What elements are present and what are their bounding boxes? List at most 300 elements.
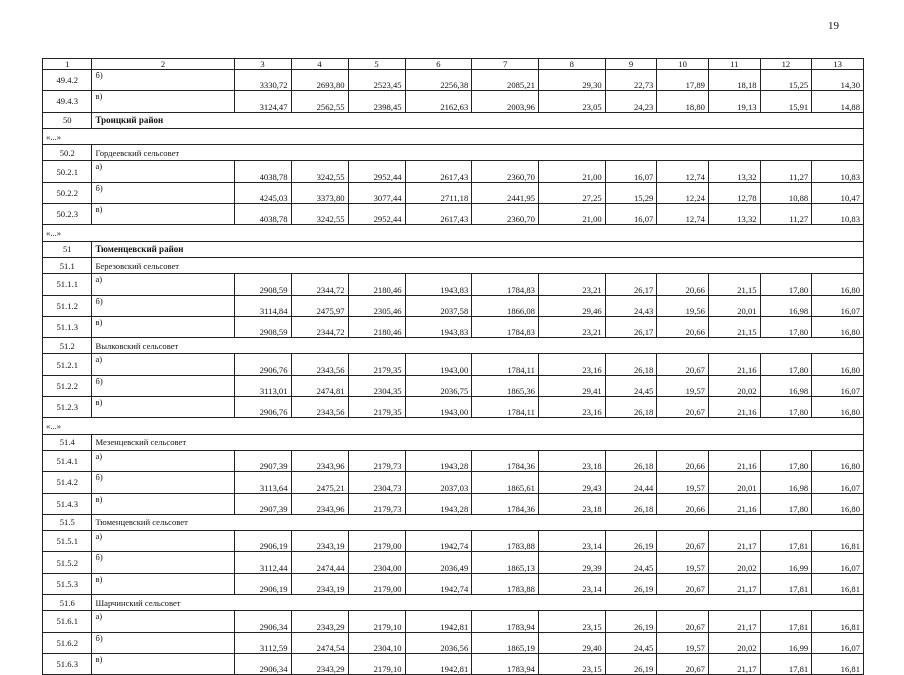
row-number-cell: 51.6 xyxy=(43,595,92,611)
value-cell: 1865,36 xyxy=(472,375,539,396)
value-cell: 2343,56 xyxy=(291,354,348,375)
value-cell: 20,67 xyxy=(657,354,709,375)
value-cell: 16,98 xyxy=(760,295,812,316)
variant-cell: а) xyxy=(92,531,234,552)
value-cell: 3077,44 xyxy=(348,182,405,203)
value-cell: 26,18 xyxy=(605,450,657,471)
value-cell: 1942,81 xyxy=(405,611,472,632)
value-cell: 12,74 xyxy=(657,161,709,182)
value-cell: 2037,58 xyxy=(405,295,472,316)
value-cell: 2179,00 xyxy=(348,573,405,594)
row-number-cell: 50.2.2 xyxy=(43,182,92,203)
council-row xyxy=(43,338,864,354)
value-cell: 24,45 xyxy=(605,375,657,396)
value-cell: 26,19 xyxy=(605,611,657,632)
value-cell: 23,05 xyxy=(538,91,605,112)
page-number: 19 xyxy=(828,20,839,32)
value-cell: 14,30 xyxy=(812,70,864,91)
value-cell: 3114,84 xyxy=(234,295,291,316)
value-cell: 23,16 xyxy=(538,354,605,375)
value-cell: 2906,19 xyxy=(234,573,291,594)
column-header: 7 xyxy=(472,59,539,70)
value-cell: 26,18 xyxy=(605,354,657,375)
row-number-cell: 51.6.1 xyxy=(43,611,92,632)
value-cell: 21,15 xyxy=(708,274,760,295)
value-cell: 2304,10 xyxy=(348,632,405,653)
value-cell: 1784,11 xyxy=(472,354,539,375)
value-cell: 1784,36 xyxy=(472,493,539,514)
value-cell: 11,27 xyxy=(760,161,812,182)
value-cell: 15,25 xyxy=(760,70,812,91)
value-cell: 16,81 xyxy=(812,653,864,674)
column-header: 11 xyxy=(708,59,760,70)
value-cell: 29,43 xyxy=(538,472,605,493)
value-cell: 17,80 xyxy=(760,397,812,418)
column-header: 2 xyxy=(92,59,234,70)
value-cell: 2693,80 xyxy=(291,70,348,91)
value-cell: 20,66 xyxy=(657,316,709,337)
value-cell: 1866,08 xyxy=(472,295,539,316)
value-cell: 2398,45 xyxy=(348,91,405,112)
value-cell: 1943,28 xyxy=(405,450,472,471)
value-cell: 20,02 xyxy=(708,375,760,396)
value-cell: 4245,03 xyxy=(234,182,291,203)
variant-cell: а) xyxy=(92,354,234,375)
value-cell: 3113,01 xyxy=(234,375,291,396)
value-cell: 1943,00 xyxy=(405,397,472,418)
value-cell: 1784,83 xyxy=(472,316,539,337)
value-cell: 26,17 xyxy=(605,274,657,295)
value-cell: 3112,59 xyxy=(234,632,291,653)
row-number-cell: 49.4.2 xyxy=(43,70,92,91)
value-cell: 3112,44 xyxy=(234,552,291,573)
row-number-cell: 51.2.1 xyxy=(43,354,92,375)
value-cell: 24,45 xyxy=(605,632,657,653)
row-number-cell: 51.4.1 xyxy=(43,450,92,471)
value-cell: 2036,56 xyxy=(405,632,472,653)
value-cell: 1783,88 xyxy=(472,573,539,594)
value-cell: 2179,35 xyxy=(348,354,405,375)
value-cell: 2906,76 xyxy=(234,354,291,375)
value-cell: 2474,54 xyxy=(291,632,348,653)
value-cell: 23,15 xyxy=(538,611,605,632)
district-name: Тюменцевский район xyxy=(92,241,864,257)
table-row xyxy=(43,316,864,337)
row-number-cell: 51.6.3 xyxy=(43,653,92,674)
value-cell: 29,39 xyxy=(538,552,605,573)
value-cell: 29,30 xyxy=(538,70,605,91)
value-cell: 29,40 xyxy=(538,632,605,653)
value-cell: 23,16 xyxy=(538,397,605,418)
value-cell: 16,07 xyxy=(605,161,657,182)
value-cell: 20,66 xyxy=(657,493,709,514)
variant-cell: б) xyxy=(92,182,234,203)
value-cell: 19,57 xyxy=(657,632,709,653)
row-number-cell: 50.2 xyxy=(43,145,92,161)
value-cell: 1943,83 xyxy=(405,274,472,295)
value-cell: 26,18 xyxy=(605,397,657,418)
value-cell: 20,67 xyxy=(657,611,709,632)
table-row xyxy=(43,531,864,552)
table-row xyxy=(43,493,864,514)
council-name: Тюменцевский сельсовет xyxy=(92,514,864,530)
value-cell: 2906,19 xyxy=(234,531,291,552)
value-cell: 12,24 xyxy=(657,182,709,203)
value-cell: 2304,73 xyxy=(348,472,405,493)
value-cell: 1784,83 xyxy=(472,274,539,295)
value-cell: 26,19 xyxy=(605,573,657,594)
variant-cell: б) xyxy=(92,552,234,573)
value-cell: 17,89 xyxy=(657,70,709,91)
value-cell: 2344,72 xyxy=(291,274,348,295)
table-row xyxy=(43,450,864,471)
value-cell: 2360,70 xyxy=(472,161,539,182)
value-cell: 1943,28 xyxy=(405,493,472,514)
value-cell: 2036,49 xyxy=(405,552,472,573)
column-header: 12 xyxy=(760,59,812,70)
value-cell: 3373,80 xyxy=(291,182,348,203)
value-cell: 2474,44 xyxy=(291,552,348,573)
value-cell: 26,18 xyxy=(605,493,657,514)
value-cell: 2256,38 xyxy=(405,70,472,91)
table-row xyxy=(43,295,864,316)
value-cell: 20,01 xyxy=(708,295,760,316)
value-cell: 16,80 xyxy=(812,450,864,471)
value-cell: 1943,83 xyxy=(405,316,472,337)
value-cell: 10,88 xyxy=(760,182,812,203)
district-name: Троицкий район xyxy=(92,112,864,128)
column-header: 8 xyxy=(538,59,605,70)
value-cell: 26,17 xyxy=(605,316,657,337)
value-cell: 23,21 xyxy=(538,316,605,337)
value-cell: 16,80 xyxy=(812,274,864,295)
column-header: 4 xyxy=(291,59,348,70)
value-cell: 1865,13 xyxy=(472,552,539,573)
row-number-cell: 50 xyxy=(43,112,92,128)
value-cell: 18,80 xyxy=(657,91,709,112)
column-header: 13 xyxy=(812,59,864,70)
council-row xyxy=(43,257,864,273)
variant-cell: а) xyxy=(92,611,234,632)
value-cell: 20,66 xyxy=(657,274,709,295)
value-cell: 16,81 xyxy=(812,531,864,552)
value-cell: 24,43 xyxy=(605,295,657,316)
value-cell: 2907,39 xyxy=(234,493,291,514)
variant-cell: а) xyxy=(92,274,234,295)
value-cell: 10,83 xyxy=(812,204,864,225)
value-cell: 2344,72 xyxy=(291,316,348,337)
value-cell: 2908,59 xyxy=(234,316,291,337)
value-cell: 21,17 xyxy=(708,611,760,632)
column-number-row xyxy=(43,59,864,70)
value-cell: 21,16 xyxy=(708,493,760,514)
value-cell: 16,07 xyxy=(812,552,864,573)
value-cell: 2343,19 xyxy=(291,531,348,552)
value-cell: 23,14 xyxy=(538,531,605,552)
variant-cell: б) xyxy=(92,375,234,396)
row-number-cell: 51.6.2 xyxy=(43,632,92,653)
value-cell: 22,73 xyxy=(605,70,657,91)
table-row xyxy=(43,70,864,91)
value-cell: 18,18 xyxy=(708,70,760,91)
value-cell: 2952,44 xyxy=(348,204,405,225)
value-cell: 19,57 xyxy=(657,552,709,573)
tariff-table xyxy=(42,58,864,675)
value-cell: 2906,76 xyxy=(234,397,291,418)
omission-row xyxy=(43,225,864,241)
value-cell: 20,02 xyxy=(708,552,760,573)
value-cell: 2952,44 xyxy=(348,161,405,182)
value-cell: 1942,74 xyxy=(405,531,472,552)
value-cell: 2179,73 xyxy=(348,493,405,514)
value-cell: 13,32 xyxy=(708,204,760,225)
value-cell: 3124,47 xyxy=(234,91,291,112)
value-cell: 16,98 xyxy=(760,472,812,493)
value-cell: 17,81 xyxy=(760,653,812,674)
value-cell: 19,57 xyxy=(657,375,709,396)
omission-mark: «...» xyxy=(43,225,864,241)
value-cell: 17,80 xyxy=(760,316,812,337)
value-cell: 1943,00 xyxy=(405,354,472,375)
value-cell: 16,07 xyxy=(812,472,864,493)
value-cell: 13,32 xyxy=(708,161,760,182)
table-row xyxy=(43,182,864,203)
table-row xyxy=(43,91,864,112)
variant-cell: а) xyxy=(92,161,234,182)
row-number-cell: 49.4.3 xyxy=(43,91,92,112)
value-cell: 20,67 xyxy=(657,531,709,552)
table-row xyxy=(43,472,864,493)
table-row xyxy=(43,632,864,653)
value-cell: 19,13 xyxy=(708,91,760,112)
variant-cell: а) xyxy=(92,450,234,471)
value-cell: 2617,43 xyxy=(405,161,472,182)
variant-cell: в) xyxy=(92,397,234,418)
table-row xyxy=(43,611,864,632)
value-cell: 1865,19 xyxy=(472,632,539,653)
value-cell: 21,16 xyxy=(708,450,760,471)
value-cell: 23,21 xyxy=(538,274,605,295)
value-cell: 2617,43 xyxy=(405,204,472,225)
table-row xyxy=(43,653,864,674)
value-cell: 2474,81 xyxy=(291,375,348,396)
value-cell: 10,47 xyxy=(812,182,864,203)
value-cell: 2360,70 xyxy=(472,204,539,225)
row-number-cell: 51.2.2 xyxy=(43,375,92,396)
value-cell: 4038,78 xyxy=(234,204,291,225)
value-cell: 2475,97 xyxy=(291,295,348,316)
value-cell: 2562,55 xyxy=(291,91,348,112)
value-cell: 3242,55 xyxy=(291,204,348,225)
omission-row xyxy=(43,418,864,434)
value-cell: 3242,55 xyxy=(291,161,348,182)
value-cell: 17,81 xyxy=(760,531,812,552)
table-row xyxy=(43,161,864,182)
row-number-cell: 51.2.3 xyxy=(43,397,92,418)
variant-cell: б) xyxy=(92,295,234,316)
value-cell: 16,07 xyxy=(605,204,657,225)
table-row xyxy=(43,552,864,573)
variant-cell: в) xyxy=(92,204,234,225)
value-cell: 1865,61 xyxy=(472,472,539,493)
row-number-cell: 51.2 xyxy=(43,338,92,354)
value-cell: 24,44 xyxy=(605,472,657,493)
value-cell: 2906,34 xyxy=(234,611,291,632)
value-cell: 24,23 xyxy=(605,91,657,112)
column-header: 9 xyxy=(605,59,657,70)
value-cell: 23,15 xyxy=(538,653,605,674)
value-cell: 26,19 xyxy=(605,653,657,674)
value-cell: 2179,35 xyxy=(348,397,405,418)
column-header: 6 xyxy=(405,59,472,70)
council-name: Березовский сельсовет xyxy=(92,257,864,273)
value-cell: 16,07 xyxy=(812,632,864,653)
value-cell: 23,14 xyxy=(538,573,605,594)
value-cell: 23,18 xyxy=(538,493,605,514)
district-row xyxy=(43,112,864,128)
table-row xyxy=(43,375,864,396)
value-cell: 16,07 xyxy=(812,375,864,396)
variant-cell: в) xyxy=(92,493,234,514)
value-cell: 16,99 xyxy=(760,552,812,573)
value-cell: 2179,10 xyxy=(348,611,405,632)
value-cell: 3330,72 xyxy=(234,70,291,91)
value-cell: 17,81 xyxy=(760,611,812,632)
value-cell: 15,91 xyxy=(760,91,812,112)
value-cell: 17,80 xyxy=(760,354,812,375)
council-name: Шарчинский сельсовет xyxy=(92,595,864,611)
value-cell: 21,17 xyxy=(708,653,760,674)
value-cell: 29,46 xyxy=(538,295,605,316)
table-row xyxy=(43,573,864,594)
value-cell: 3113,64 xyxy=(234,472,291,493)
value-cell: 20,02 xyxy=(708,632,760,653)
value-cell: 16,80 xyxy=(812,397,864,418)
value-cell: 2036,75 xyxy=(405,375,472,396)
value-cell: 21,00 xyxy=(538,204,605,225)
council-name: Вылковский сельсовет xyxy=(92,338,864,354)
value-cell: 16,98 xyxy=(760,375,812,396)
value-cell: 11,27 xyxy=(760,204,812,225)
column-header: 1 xyxy=(43,59,92,70)
value-cell: 16,81 xyxy=(812,611,864,632)
column-header: 10 xyxy=(657,59,709,70)
value-cell: 17,80 xyxy=(760,493,812,514)
column-header: 3 xyxy=(234,59,291,70)
value-cell: 2343,29 xyxy=(291,611,348,632)
row-number-cell: 51.1.3 xyxy=(43,316,92,337)
council-row xyxy=(43,145,864,161)
value-cell: 2179,73 xyxy=(348,450,405,471)
row-number-cell: 50.2.3 xyxy=(43,204,92,225)
row-number-cell: 51.5.2 xyxy=(43,552,92,573)
row-number-cell: 51.4.2 xyxy=(43,472,92,493)
value-cell: 1942,74 xyxy=(405,573,472,594)
row-number-cell: 51.1.2 xyxy=(43,295,92,316)
value-cell: 2305,46 xyxy=(348,295,405,316)
value-cell: 20,67 xyxy=(657,397,709,418)
value-cell: 21,16 xyxy=(708,354,760,375)
value-cell: 1942,81 xyxy=(405,653,472,674)
table-body xyxy=(43,70,864,675)
council-name: Мезенцевский сельсовет xyxy=(92,434,864,450)
value-cell: 2343,56 xyxy=(291,397,348,418)
value-cell: 17,81 xyxy=(760,573,812,594)
value-cell: 16,99 xyxy=(760,632,812,653)
value-cell: 10,83 xyxy=(812,161,864,182)
omission-mark: «...» xyxy=(43,418,864,434)
value-cell: 2162,63 xyxy=(405,91,472,112)
omission-mark: «...» xyxy=(43,128,864,144)
value-cell: 2343,96 xyxy=(291,450,348,471)
district-row xyxy=(43,241,864,257)
council-row xyxy=(43,434,864,450)
value-cell: 24,45 xyxy=(605,552,657,573)
value-cell: 1783,94 xyxy=(472,611,539,632)
row-number-cell: 51.4.3 xyxy=(43,493,92,514)
value-cell: 16,07 xyxy=(812,295,864,316)
value-cell: 12,74 xyxy=(657,204,709,225)
value-cell: 19,56 xyxy=(657,295,709,316)
row-number-cell: 51 xyxy=(43,241,92,257)
value-cell: 20,67 xyxy=(657,573,709,594)
value-cell: 17,80 xyxy=(760,450,812,471)
value-cell: 16,80 xyxy=(812,493,864,514)
table-row xyxy=(43,397,864,418)
variant-cell: в) xyxy=(92,653,234,674)
value-cell: 2179,10 xyxy=(348,653,405,674)
row-number-cell: 51.5.1 xyxy=(43,531,92,552)
value-cell: 20,67 xyxy=(657,653,709,674)
value-cell: 16,81 xyxy=(812,573,864,594)
value-cell: 2304,00 xyxy=(348,552,405,573)
variant-cell: б) xyxy=(92,70,234,91)
value-cell: 21,17 xyxy=(708,531,760,552)
value-cell: 21,17 xyxy=(708,573,760,594)
value-cell: 12,78 xyxy=(708,182,760,203)
value-cell: 29,41 xyxy=(538,375,605,396)
value-cell: 26,19 xyxy=(605,531,657,552)
council-row xyxy=(43,514,864,530)
table-row xyxy=(43,274,864,295)
value-cell: 20,66 xyxy=(657,450,709,471)
value-cell: 14,88 xyxy=(812,91,864,112)
value-cell: 20,01 xyxy=(708,472,760,493)
value-cell: 1783,94 xyxy=(472,653,539,674)
value-cell: 2037,03 xyxy=(405,472,472,493)
row-number-cell: 51.1.1 xyxy=(43,274,92,295)
value-cell: 19,57 xyxy=(657,472,709,493)
value-cell: 2343,96 xyxy=(291,493,348,514)
value-cell: 2711,18 xyxy=(405,182,472,203)
table-row xyxy=(43,354,864,375)
value-cell: 2180,46 xyxy=(348,274,405,295)
row-number-cell: 50.2.1 xyxy=(43,161,92,182)
value-cell: 2003,96 xyxy=(472,91,539,112)
value-cell: 2304,35 xyxy=(348,375,405,396)
variant-cell: б) xyxy=(92,472,234,493)
row-number-cell: 51.4 xyxy=(43,434,92,450)
value-cell: 2475,21 xyxy=(291,472,348,493)
table-row xyxy=(43,204,864,225)
value-cell: 4038,78 xyxy=(234,161,291,182)
variant-cell: в) xyxy=(92,573,234,594)
variant-cell: в) xyxy=(92,316,234,337)
value-cell: 2343,19 xyxy=(291,573,348,594)
value-cell: 2343,29 xyxy=(291,653,348,674)
value-cell: 2907,39 xyxy=(234,450,291,471)
value-cell: 2523,45 xyxy=(348,70,405,91)
